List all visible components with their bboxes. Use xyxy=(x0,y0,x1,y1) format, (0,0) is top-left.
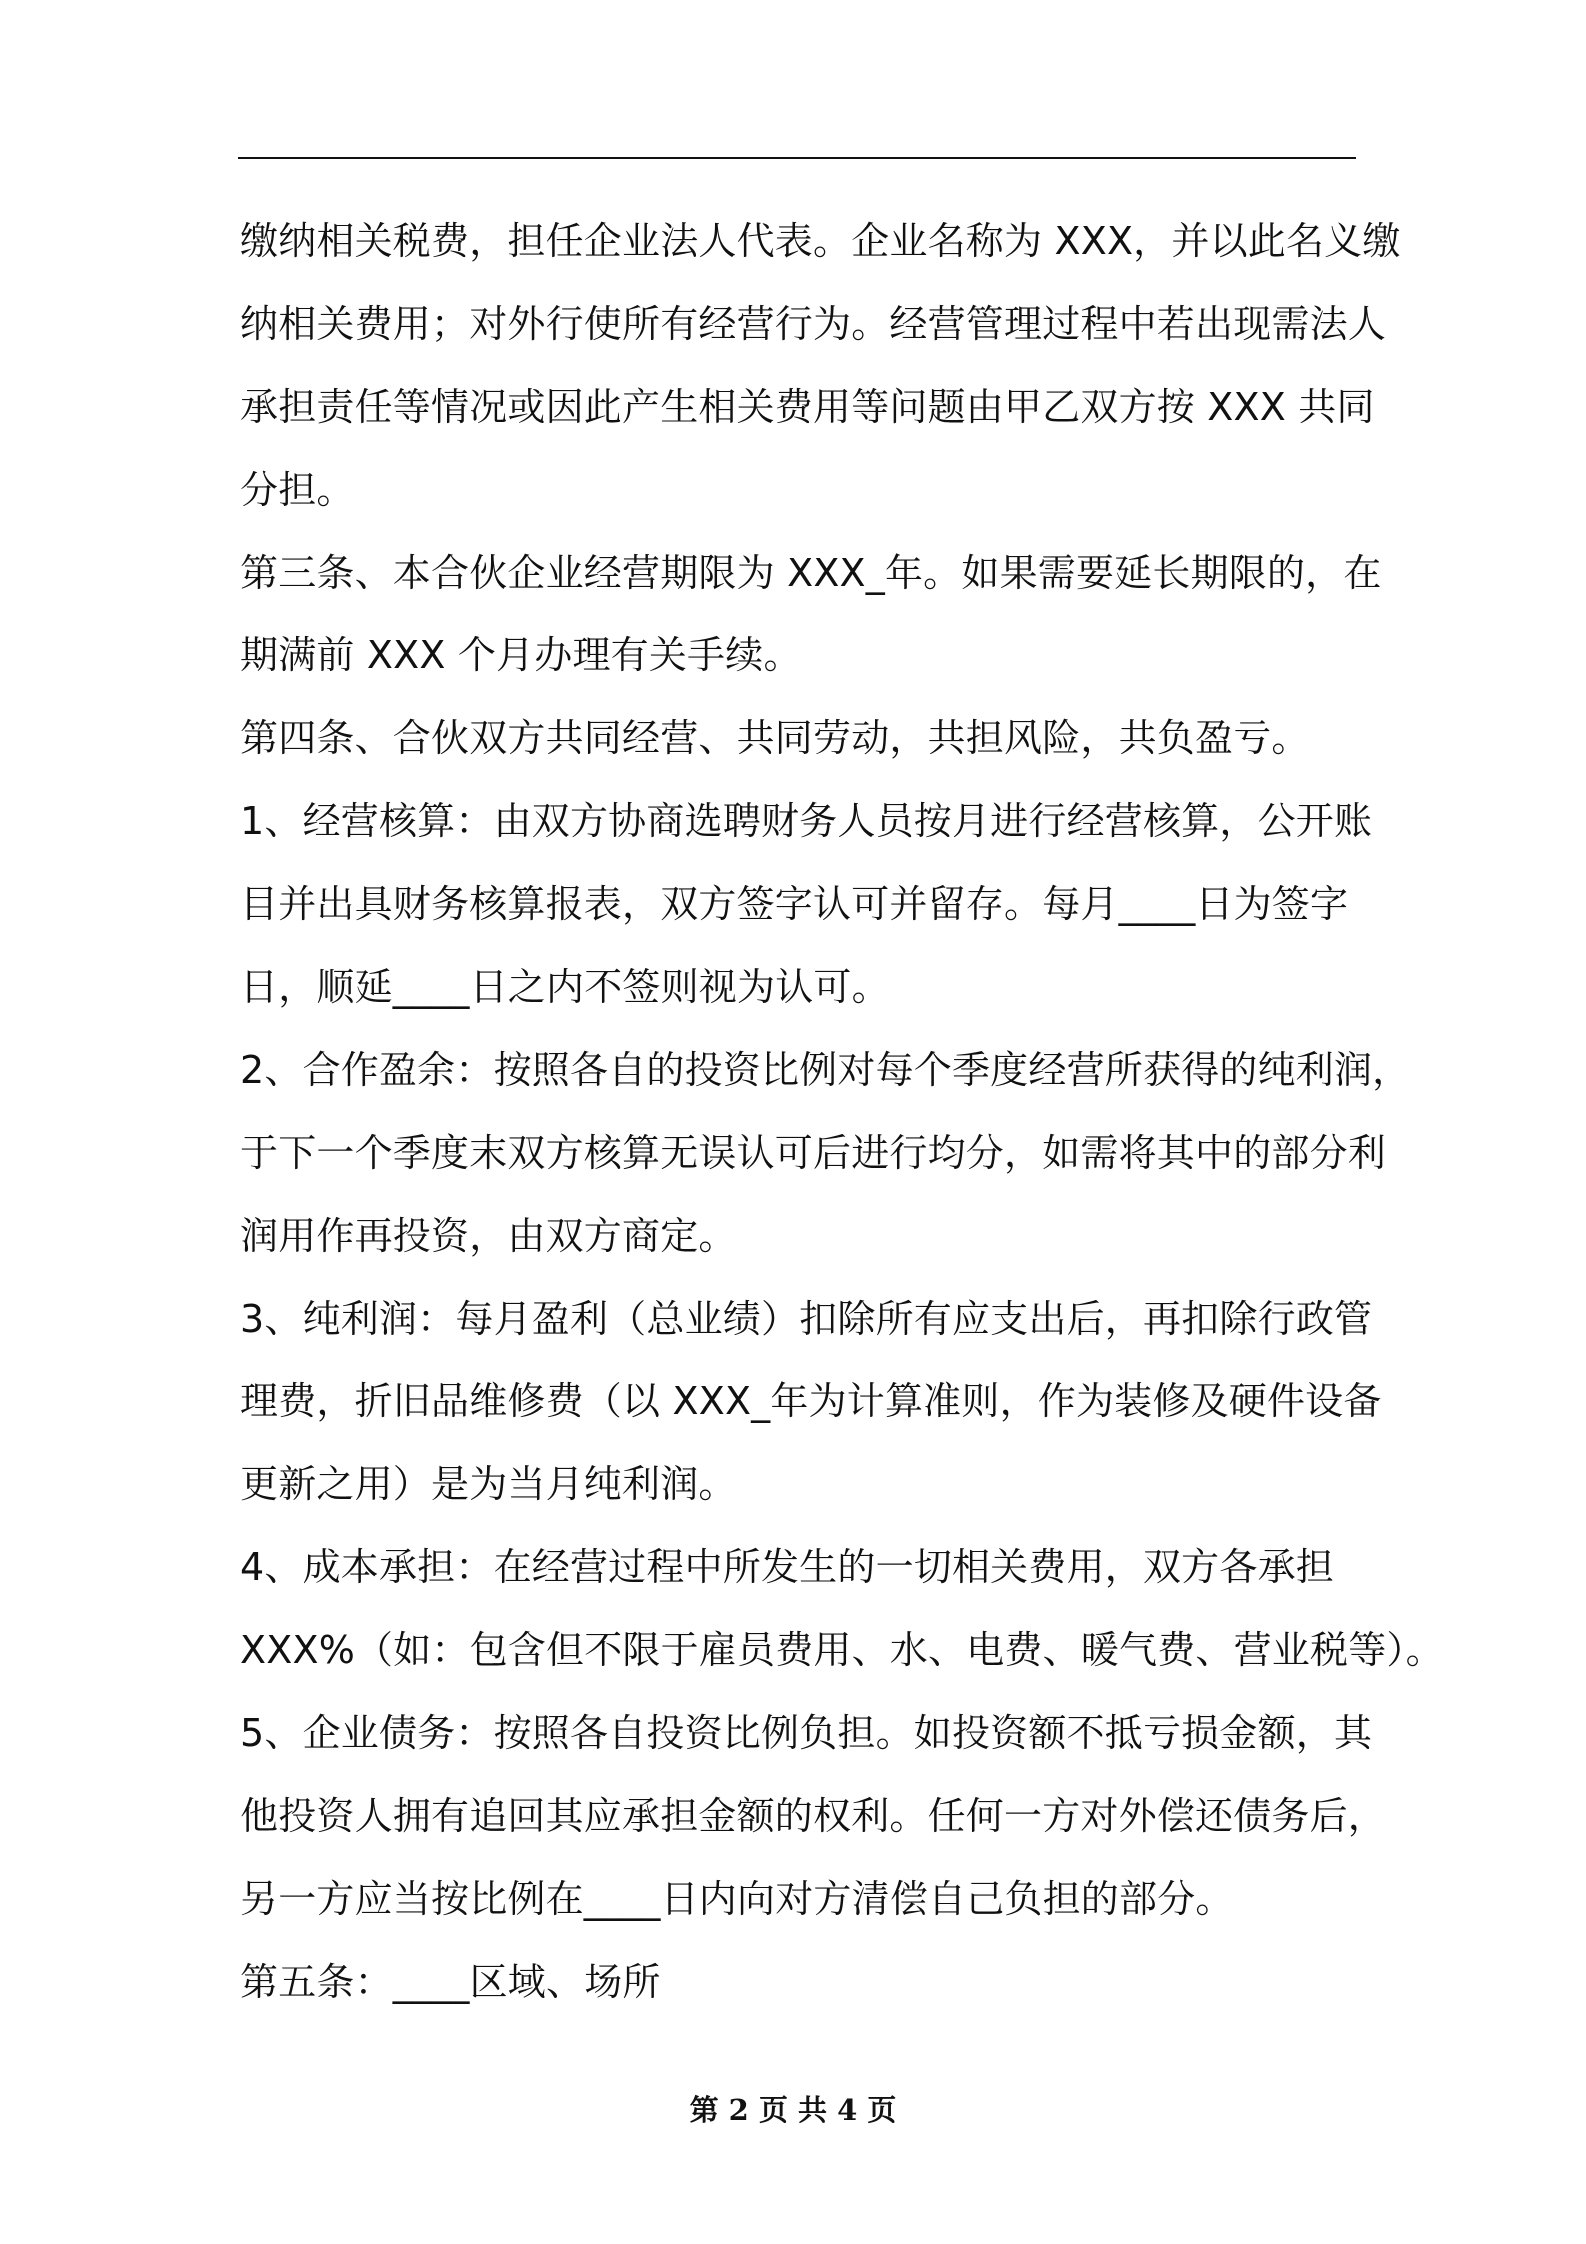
header-divider xyxy=(238,157,1356,159)
item-3-line-1: 3、纯利润：每月盈利（总业绩）扣除所有应支出后，再扣除行政管 xyxy=(240,1296,1373,1341)
item-2-line-3: 润用作再投资，由双方商定。 xyxy=(240,1213,737,1258)
item-2-line-1: 2、合作盈余：按照各自的投资比例对每个季度经营所获得的纯利润， xyxy=(240,1047,1411,1092)
item-5-line-2: 他投资人拥有追回其应承担金额的权利。任何一方对外偿还债务后， xyxy=(240,1793,1387,1838)
text-line-4: 分担。 xyxy=(240,467,355,512)
item-3-line-3: 更新之用）是为当月纯利润。 xyxy=(240,1462,737,1507)
item-4-line-1: 4、成本承担：在经营过程中所发生的一切相关费用，双方各承担 xyxy=(240,1545,1334,1590)
text-line-1: 缴纳相关税费，担任企业法人代表。企业名称为 XXX，并以此名义缴 xyxy=(240,219,1401,263)
item-4-line-2: XXX%（如：包含但不限于雇员费用、水、电费、暖气费、营业税等）。 xyxy=(240,1628,1444,1673)
text-line-3: 承担责任等情况或因此产生相关费用等问题由甲乙双方按 XXX 共同 xyxy=(240,384,1375,429)
text-line-2: 纳相关费用；对外行使所有经营行为。经营管理过程中若出现需法人 xyxy=(240,301,1387,346)
document-body xyxy=(240,200,1444,2024)
page-number-footer: 第 2 页 共 4 页 xyxy=(689,2093,897,2127)
clause-3-line-1: 第三条、本合伙企业经营期限为 XXX_年。如果需要延长期限的，在 xyxy=(240,550,1382,595)
item-3-line-2: 理费，折旧品维修费（以 XXX_年为计算准则，作为装修及硬件设备 xyxy=(240,1379,1382,1424)
clause-3-line-2: 期满前 XXX 个月办理有关手续。 xyxy=(240,633,802,678)
item-5-line-3: 另一方应当按比例在____日内向对方清偿自己负担的部分。 xyxy=(240,1876,1234,1921)
clause-5-heading: 第五条：____区域、场所 xyxy=(240,1959,661,2004)
clause-4-heading: 第四条、合伙双方共同经营、共同劳动，共担风险，共负盈亏。 xyxy=(240,716,1310,761)
item-1-line-2: 目并出具财务核算报表，双方签字认可并留存。每月____日为签字 xyxy=(240,882,1349,927)
item-2-line-2: 于下一个季度末双方核算无误认可后进行均分，如需将其中的部分利 xyxy=(240,1130,1387,1175)
item-1-line-1: 1、经营核算：由双方协商选聘财务人员按月进行经营核算，公开账 xyxy=(240,799,1373,844)
item-5-line-1: 5、企业债务：按照各自投资比例负担。如投资额不抵亏损金额，其 xyxy=(240,1711,1373,1756)
item-1-line-3: 日，顺延____日之内不签则视为认可。 xyxy=(240,965,890,1010)
